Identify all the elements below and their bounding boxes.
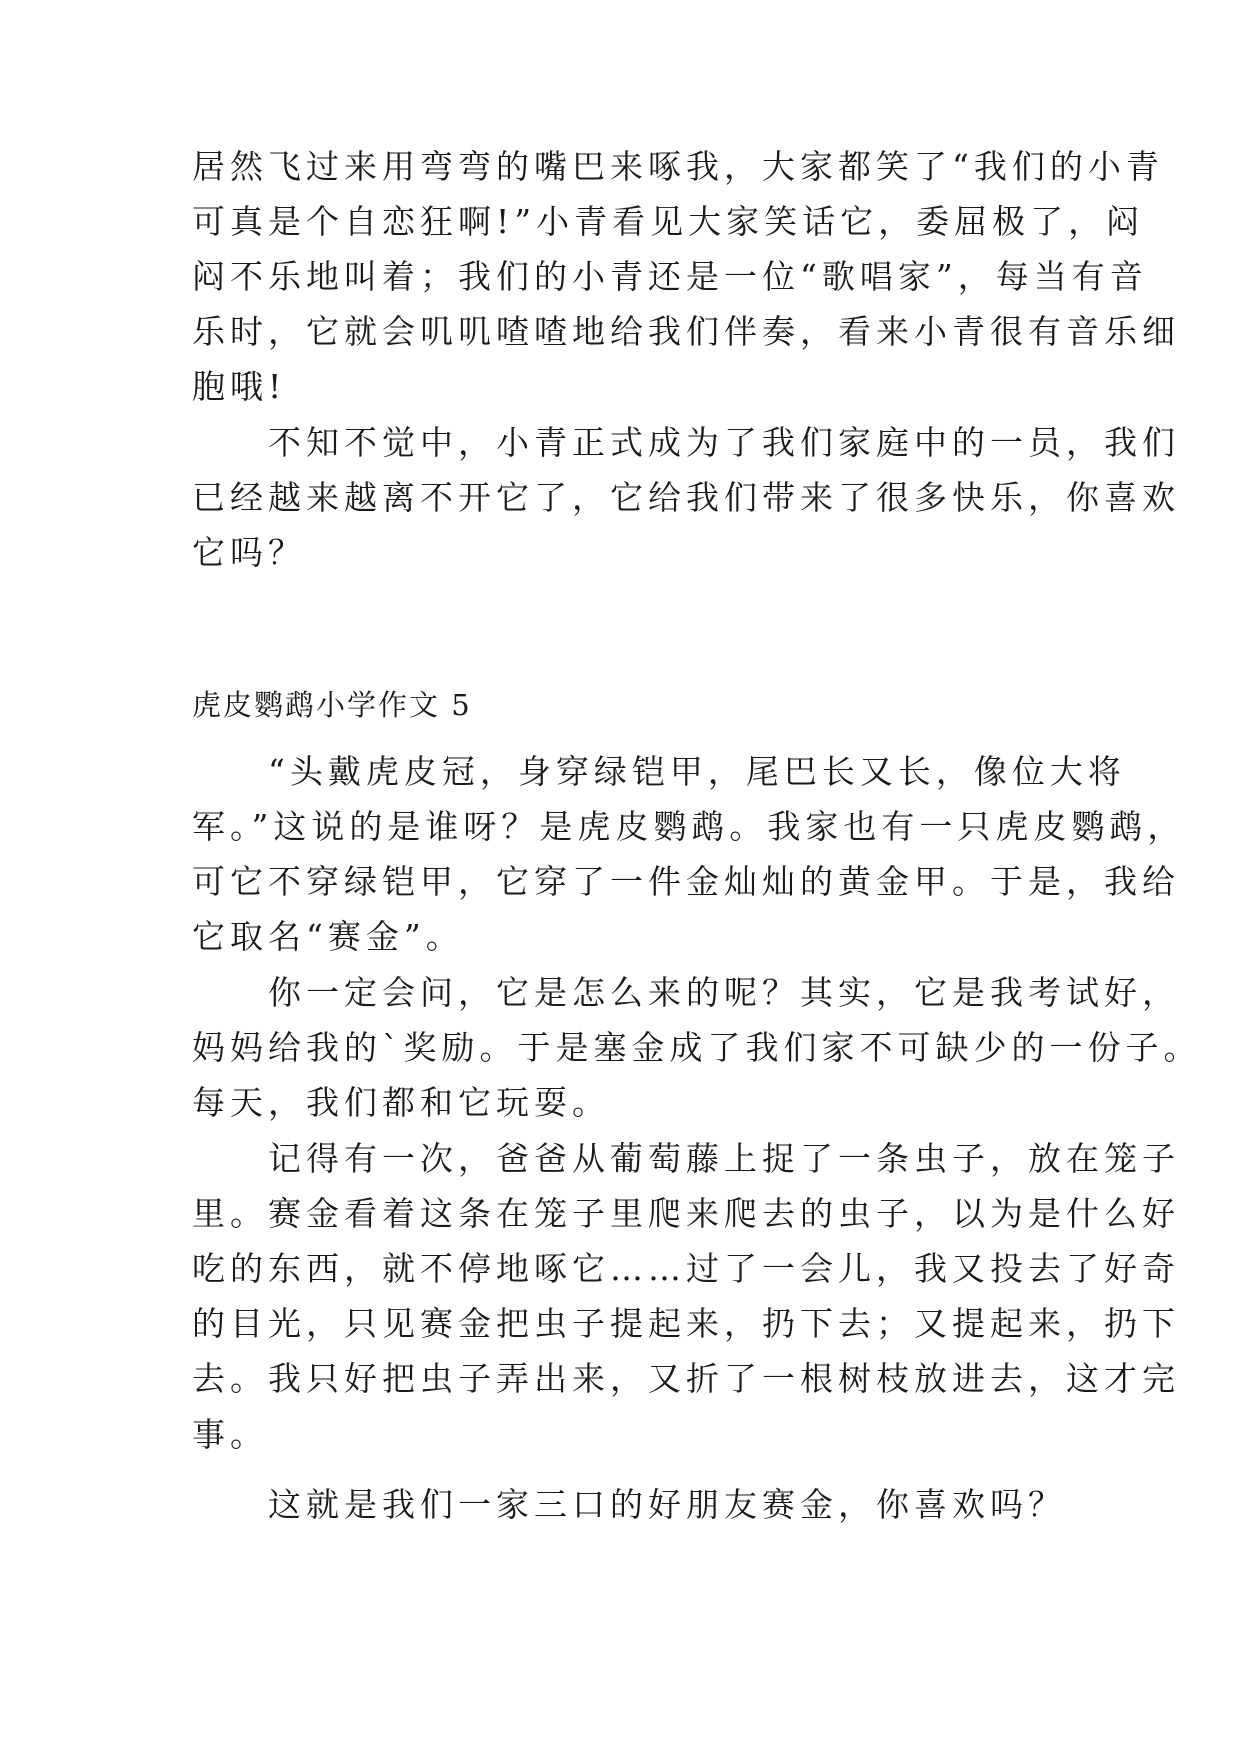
essay5-line-4: 它取名“赛金”。 [192, 917, 464, 956]
essay4-line-5: 胞哦! [192, 367, 287, 406]
essay5-line-6: 妈妈给我的`奖励。于是塞金成了我们家不可缺少的一份子。 [192, 1028, 1202, 1067]
essay5-line-9: 里。赛金看着这条在笼子里爬来爬去的虫子，以为是什么好 [192, 1194, 1180, 1233]
essay4-line-7: 已经越来越离不开它了，它给我们带来了很多快乐，你喜欢 [192, 478, 1180, 517]
essay5-line-14: 这就是我们一家三口的好朋友赛金，你喜欢吗？ [192, 1485, 1066, 1524]
section-title: 虎皮鹦鹉小学作文 5 [192, 688, 472, 722]
essay4-line-6: 不知不觉中，小青正式成为了我们家庭中的一员，我们 [192, 423, 1180, 462]
essay5-line-11: 的目光，只见赛金把虫子提起来，扔下去；又提起来，扔下 [192, 1304, 1180, 1343]
essay5-line-1: “头戴虎皮冠，身穿绿铠甲，尾巴长又长，像位大将 [192, 752, 1126, 791]
essay4-line-8: 它吗？ [192, 533, 306, 572]
essay4-line-2: 可真是个自恋狂啊!”小青看见大家笑话它，委屈极了，闷 [192, 202, 1145, 241]
essay5-line-7: 每天，我们都和它玩耍。 [192, 1083, 610, 1122]
essay5-line-13: 事。 [192, 1415, 268, 1454]
essay5-line-2: 军。”这说的是谁呀？是虎皮鹦鹉。我家也有一只虎皮鹦鹉， [192, 807, 1186, 846]
essay5-line-8: 记得有一次，爸爸从葡萄藤上捉了一条虫子，放在笼子 [192, 1139, 1180, 1178]
essay5-line-12: 去。我只好把虫子弄出来，又折了一根树枝放进去，这才完 [192, 1359, 1180, 1398]
essay4-line-3: 闷不乐地叫着；我们的小青还是一位“歌唱家”，每当有音 [192, 257, 1148, 296]
essay4-line-4: 乐时，它就会叽叽喳喳地给我们伴奏，看来小青很有音乐细 [192, 312, 1180, 351]
essay5-line-5: 你一定会问，它是怎么来的呢？其实，它是我考试好， [192, 973, 1180, 1012]
essay5-line-3: 可它不穿绿铠甲，它穿了一件金灿灿的黄金甲。于是，我给 [192, 862, 1180, 901]
essay4-line-1: 居然飞过来用弯弯的嘴巴来啄我，大家都笑了“我们的小青 [192, 147, 1164, 186]
essay5-line-10: 吃的东西，就不停地啄它……过了一会儿，我又投去了好奇 [192, 1249, 1180, 1288]
